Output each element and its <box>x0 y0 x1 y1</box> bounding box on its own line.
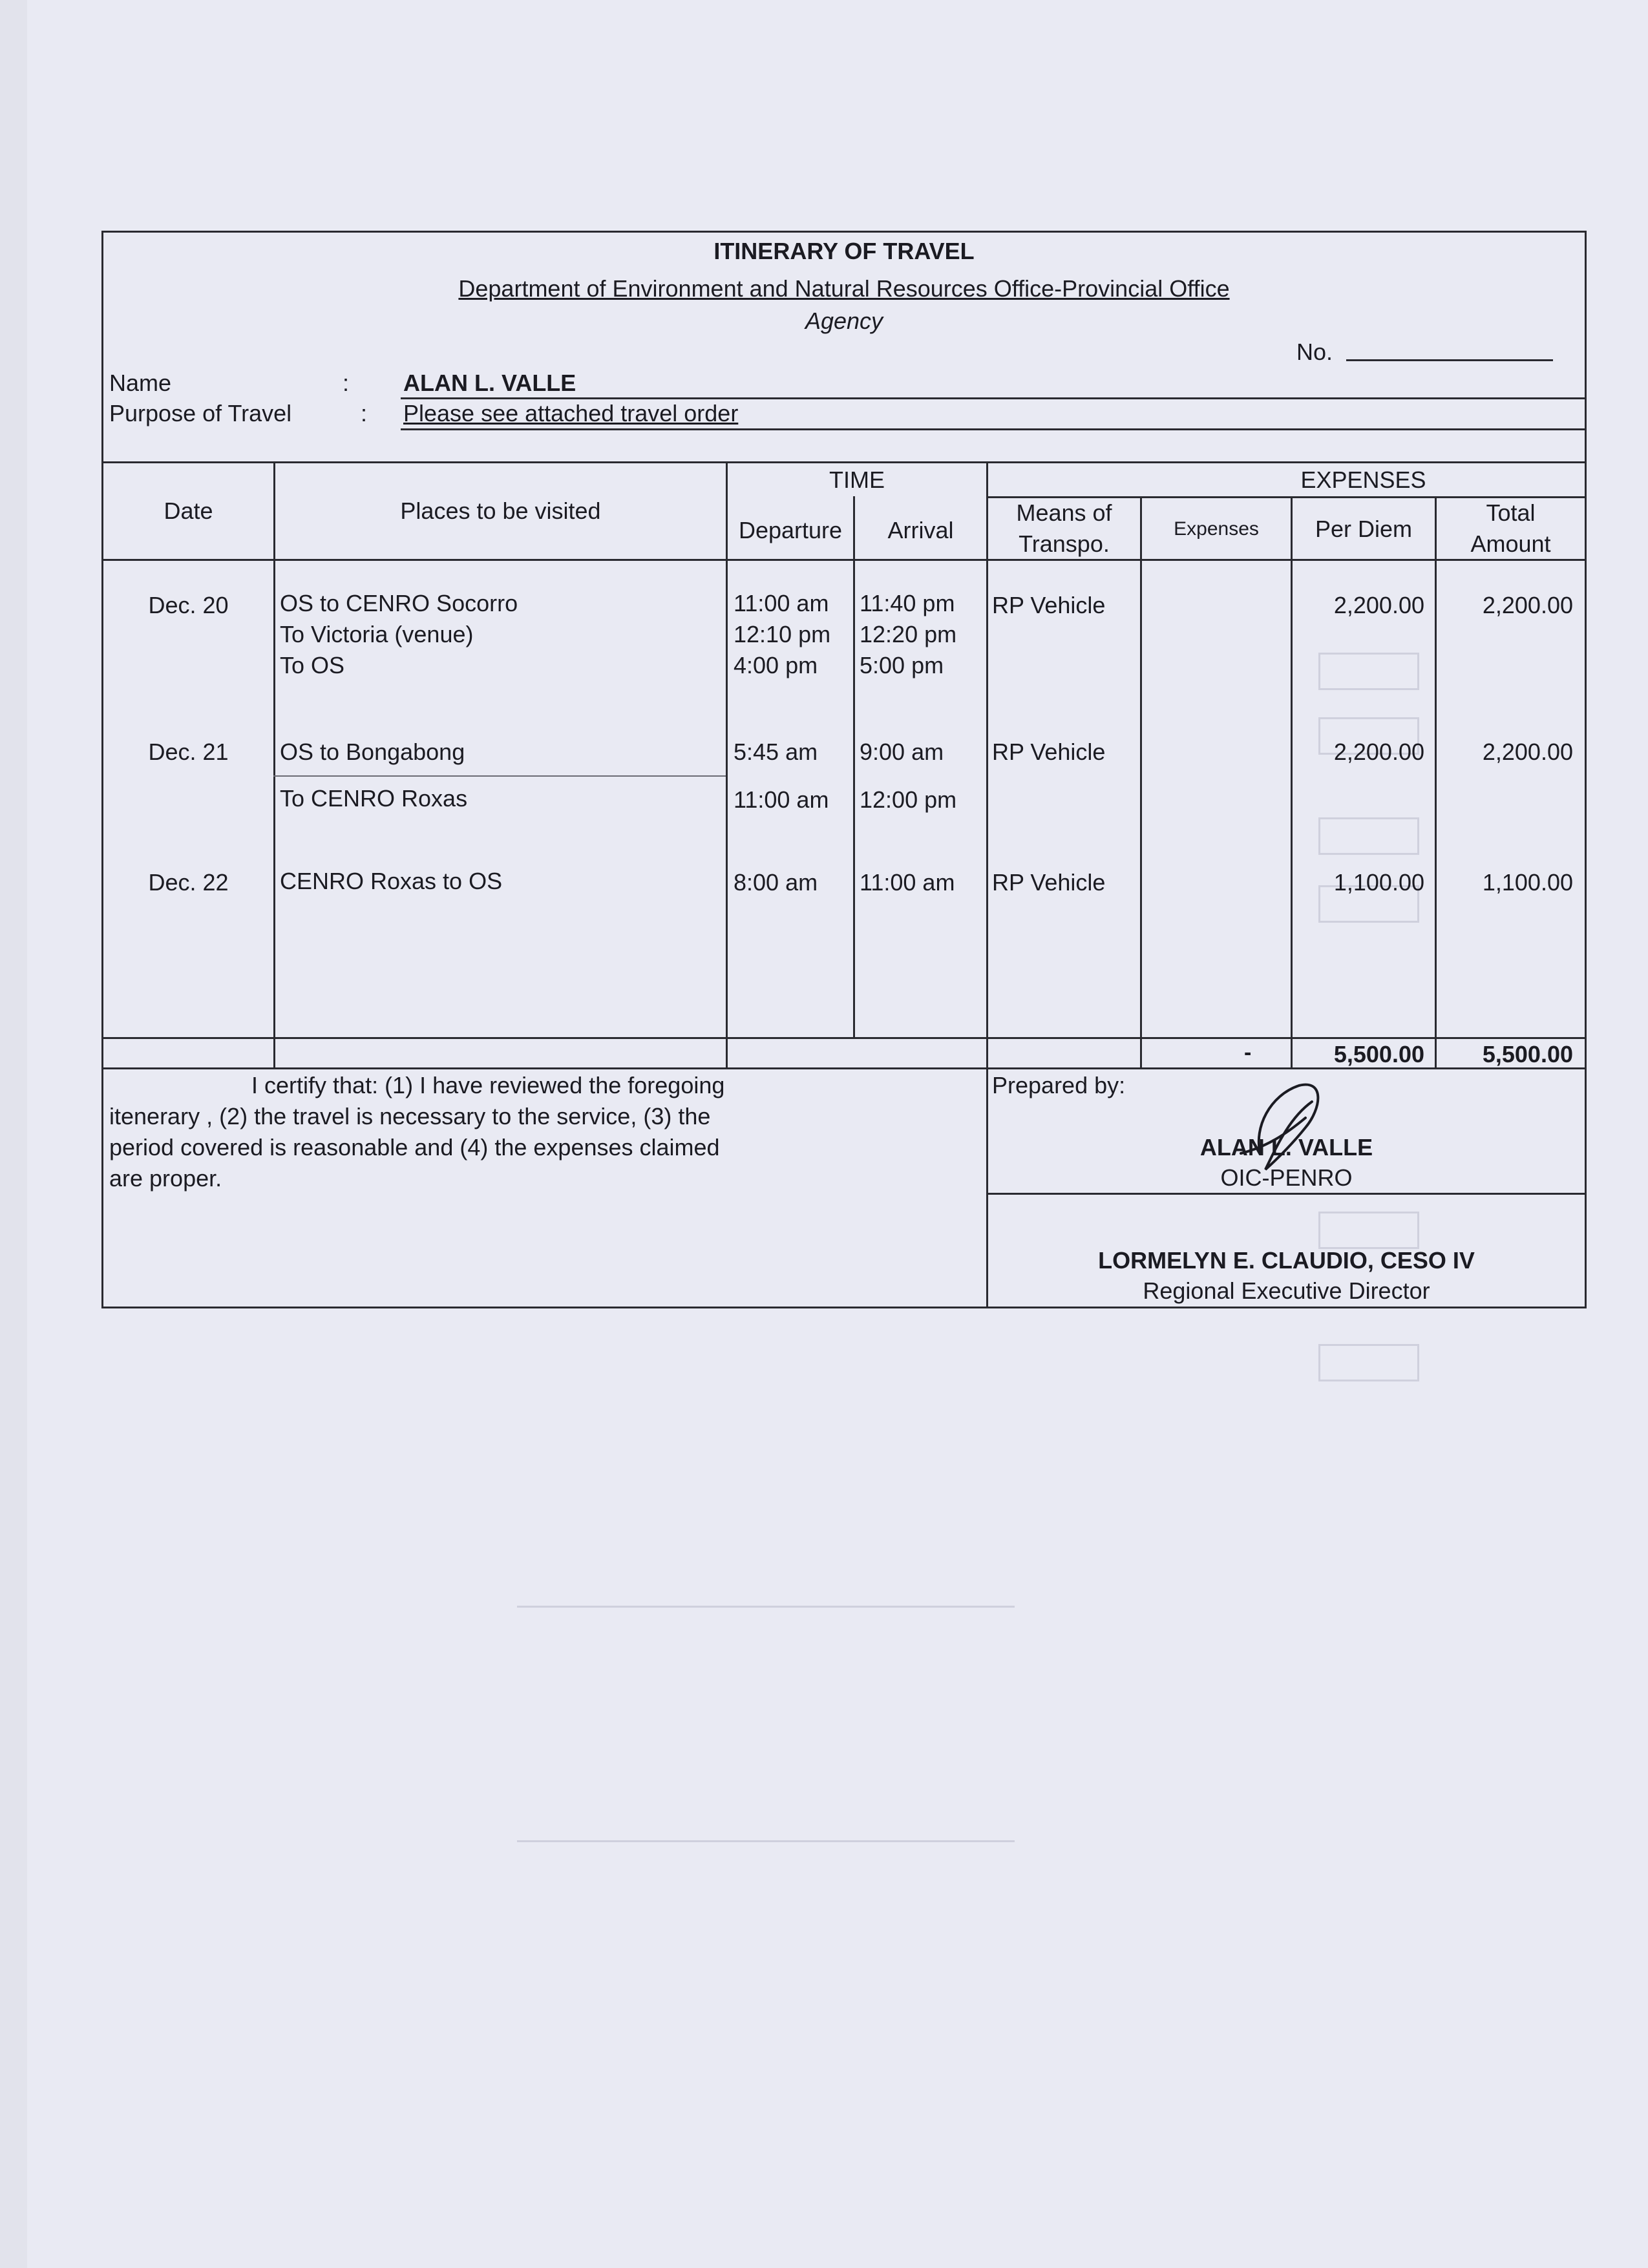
row-total: 2,200.00 <box>1482 739 1573 765</box>
row-places: OS to Bongabong <box>280 739 465 765</box>
name-colon: : <box>343 370 350 396</box>
form-title: ITINERARY OF TRAVEL <box>713 238 975 264</box>
purpose-value: Please see attached travel order <box>403 400 739 426</box>
total-amount: 5,500.00 <box>1482 1041 1573 1067</box>
row-date: Dec. 22 <box>148 869 229 896</box>
certification-text: I certify that: (1) I have reviewed the foregoing itenerary , (2) the travel is necessary to the service, (3) the period covered is reasonable and (4) the expenses claimed are proper. <box>109 1072 725 1192</box>
header-places: Places to be visited <box>400 498 601 524</box>
totals-top-border <box>103 1037 1585 1039</box>
row-arrival: 11:40 pm 12:20 pm 5:00 pm <box>860 590 957 678</box>
row-per-diem: 2,200.00 <box>1333 739 1424 765</box>
total-expenses: - <box>1244 1040 1252 1065</box>
purpose-underline <box>401 428 1585 430</box>
agency-name: Department of Environment and Natural Resources Office-Provincial Office <box>458 275 1230 302</box>
row-means: RP Vehicle <box>992 739 1106 765</box>
row-arrival: 12:00 pm <box>860 786 957 813</box>
header-means: Means of Transpo. <box>1016 499 1112 557</box>
col-divider-date <box>273 461 275 1069</box>
header-departure: Departure <box>738 517 843 543</box>
row-total: 2,200.00 <box>1482 592 1573 618</box>
header-per-diem: Per Diem <box>1315 516 1413 542</box>
row-departure: 5:45 am <box>734 739 818 765</box>
total-per-diem: 5,500.00 <box>1333 1041 1424 1067</box>
preparer-position: OIC-PENRO <box>1220 1164 1353 1191</box>
col-divider-departure <box>853 496 855 1037</box>
signature-icon <box>1215 1056 1344 1186</box>
row-means: RP Vehicle <box>992 592 1106 618</box>
header-expenses-group: EXPENSES <box>1300 467 1426 493</box>
col-divider-expenses <box>1291 496 1293 1069</box>
header-total: Total Amount <box>1470 499 1551 557</box>
name-underline <box>401 397 1585 399</box>
row-departure: 11:00 am <box>734 786 829 813</box>
row-total: 1,100.00 <box>1482 869 1573 896</box>
preparer-name: ALAN L. VALLE <box>1199 1134 1373 1160</box>
employee-name: ALAN L. VALLE <box>403 370 576 396</box>
row-date: Dec. 20 <box>148 592 229 618</box>
col-divider-means <box>1140 496 1142 1069</box>
number-label: No. <box>1296 339 1333 365</box>
row-per-diem: 2,200.00 <box>1333 592 1424 618</box>
row-departure: 11:00 am 12:10 pm 4:00 pm <box>734 590 831 678</box>
row-means: RP Vehicle <box>992 869 1106 896</box>
number-blank-line <box>1346 359 1553 361</box>
row-places: CENRO Roxas to OS <box>280 868 503 894</box>
row-arrival: 11:00 am <box>860 869 955 896</box>
header-arrival: Arrival <box>887 517 954 543</box>
row-separator <box>273 775 726 777</box>
table-top-border <box>103 461 1585 463</box>
bleed-through-line <box>517 1606 1015 1608</box>
approver-position: Regional Executive Director <box>1143 1277 1430 1304</box>
header-bottom-border <box>103 559 1585 561</box>
agency-caption: Agency <box>805 308 883 334</box>
col-divider-places <box>726 461 728 1069</box>
row-places: To CENRO Roxas <box>280 785 468 812</box>
purpose-label: Purpose of Travel <box>109 400 292 426</box>
prepared-by-label: Prepared by: <box>992 1072 1126 1098</box>
bleed-through-line <box>517 1840 1015 1842</box>
row-departure: 8:00 am <box>734 869 818 896</box>
header-time: TIME <box>829 467 885 493</box>
purpose-colon: : <box>361 400 368 426</box>
approval-divider <box>986 1193 1585 1195</box>
row-per-diem: 1,100.00 <box>1333 869 1424 896</box>
itinerary-form <box>101 231 1587 1308</box>
bleed-through-box <box>1318 1344 1419 1381</box>
page-edge <box>0 0 27 2268</box>
header-date: Date <box>164 498 213 524</box>
row-date: Dec. 21 <box>148 739 229 765</box>
approver-name: LORMELYN E. CLAUDIO, CESO IV <box>1098 1247 1475 1274</box>
name-label: Name <box>109 370 172 396</box>
col-divider-perdiem <box>1435 496 1437 1069</box>
row-places: OS to CENRO Socorro To Victoria (venue) To OS <box>280 590 518 678</box>
row-arrival: 9:00 am <box>860 739 944 765</box>
header-expenses: Expenses <box>1174 518 1259 540</box>
